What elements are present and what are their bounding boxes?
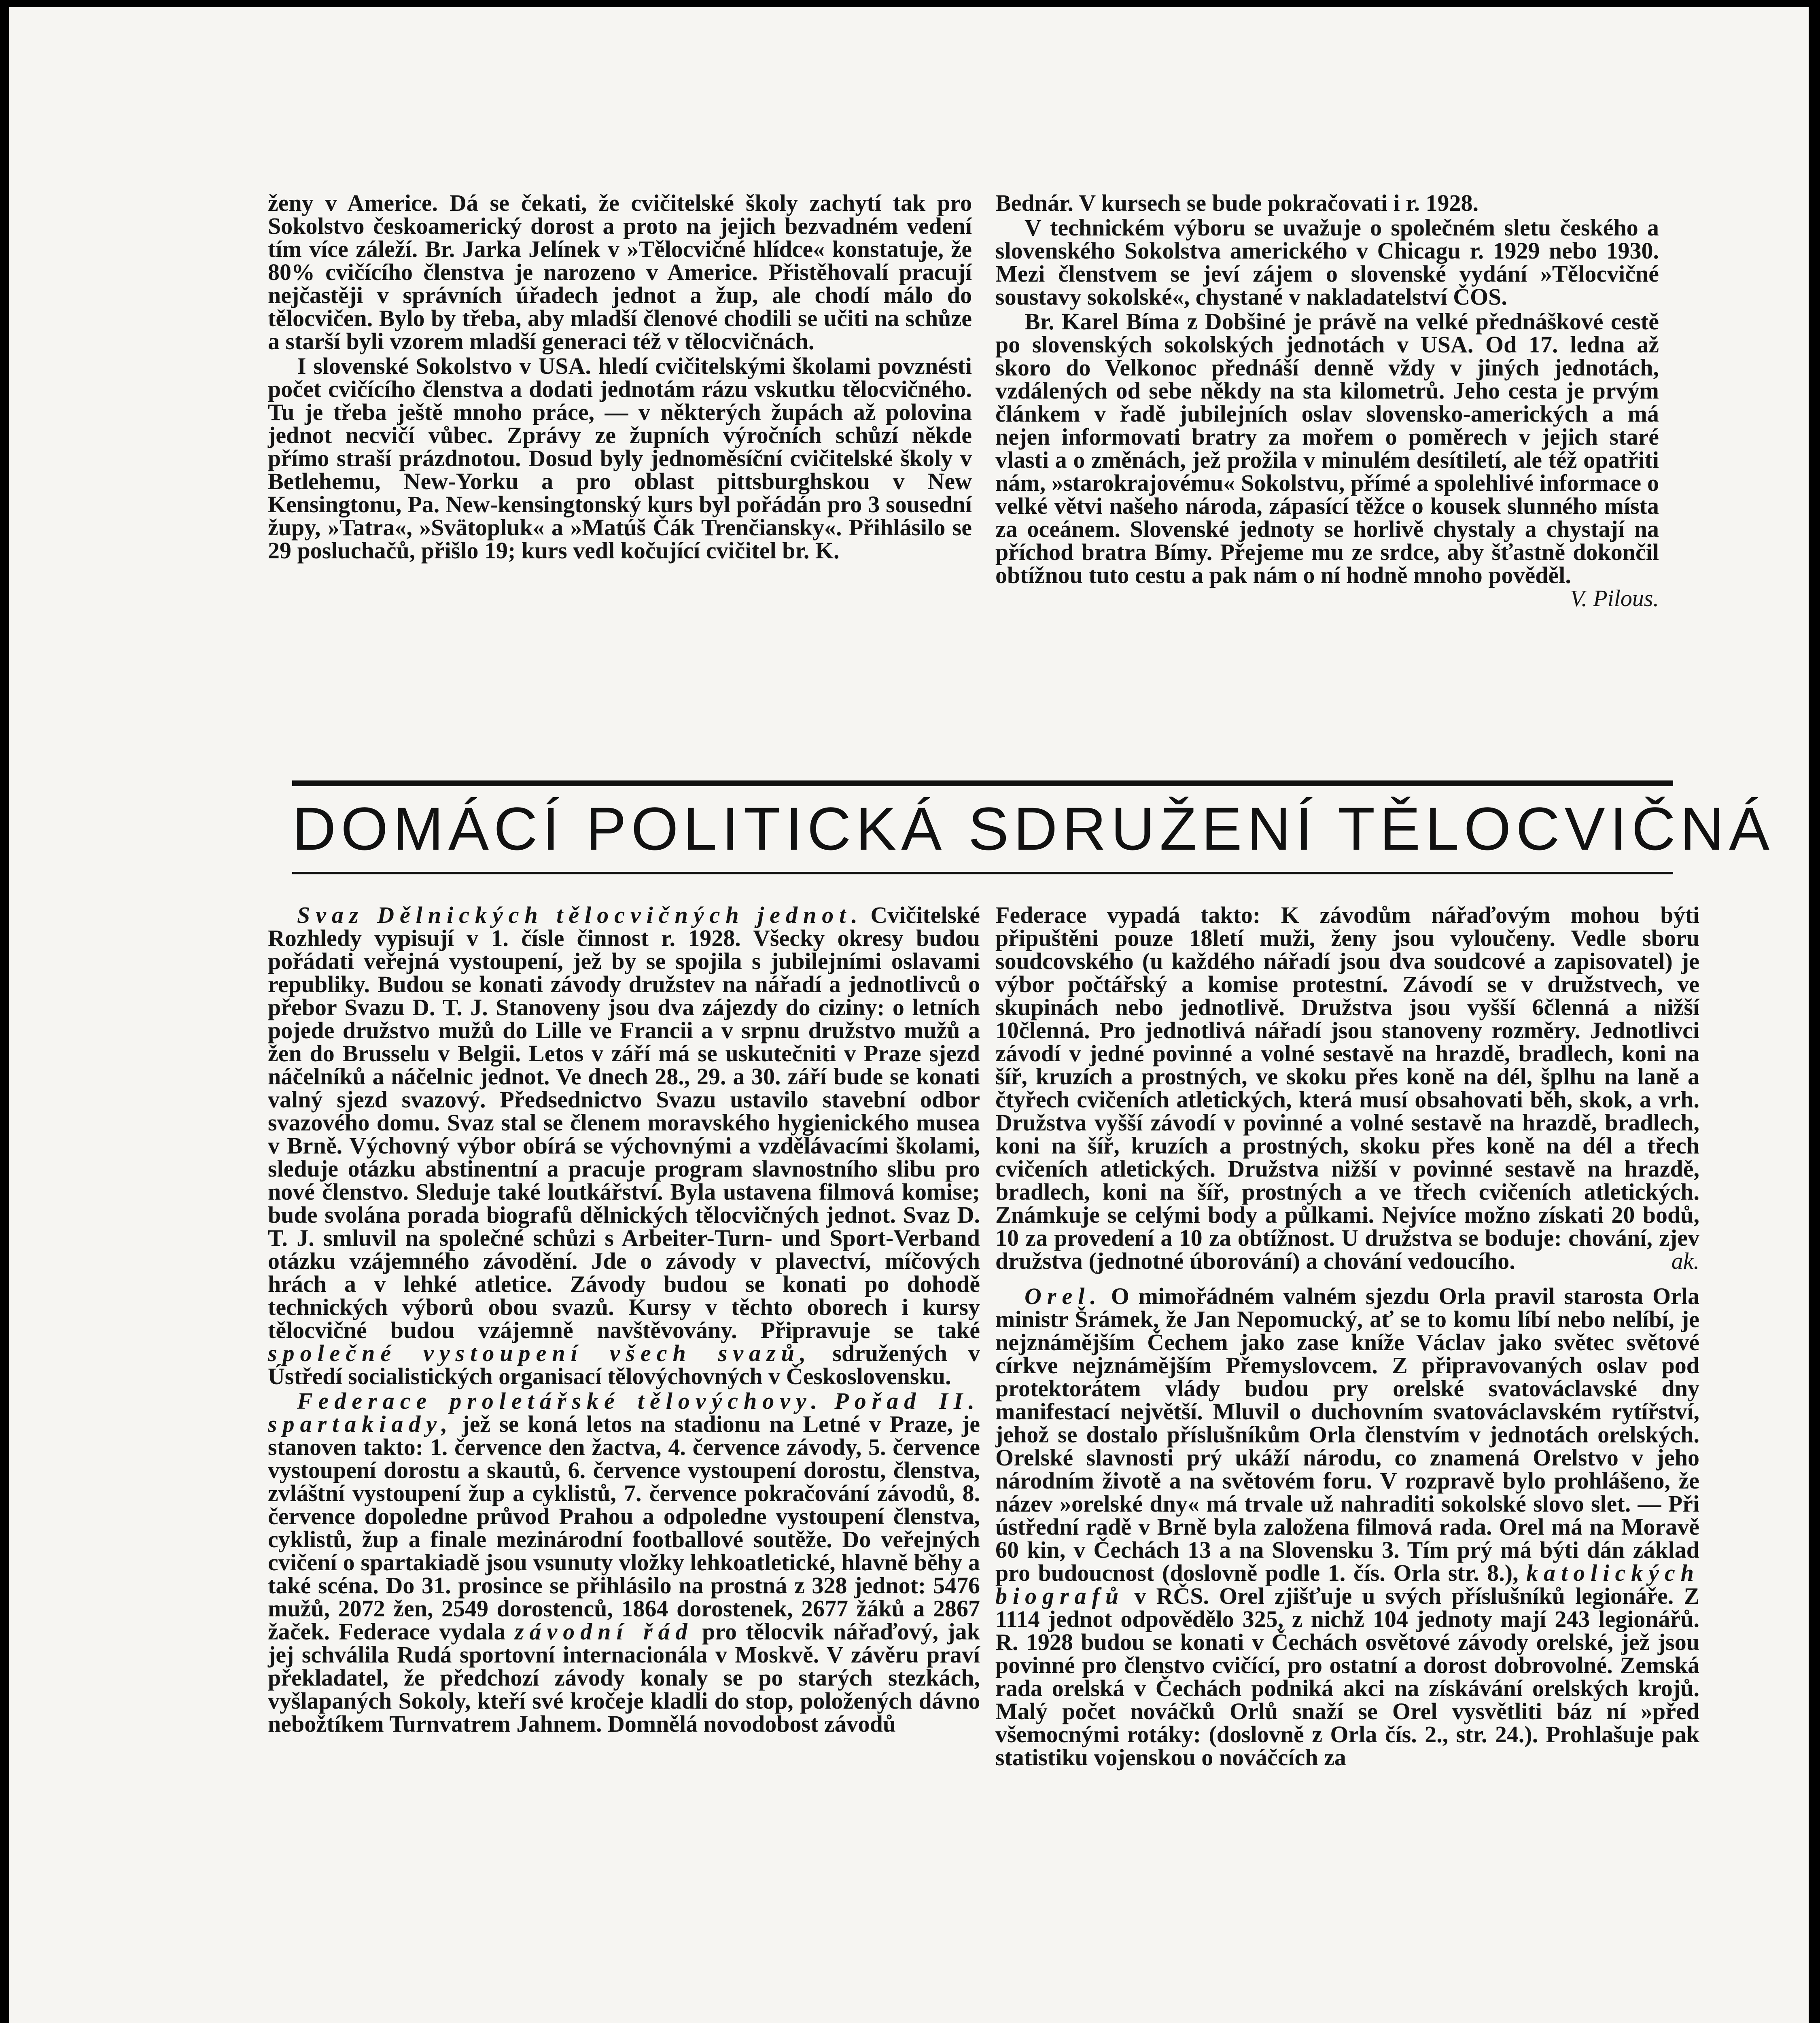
paragraph-text: jež se koná letos na stadionu na Letné v Praze, je stanoven takto: 1. července den žactva, 4. července závody, 5. července vystoupení dorostu a skautů, 6. července vystoupení dorostu, členstva, zvláštní vystoupení žup a cyklistů, 7. července pokračování závodů, 8. července dopoledne průvod Prahou a odpoledne vystoupení členstva, cyklistů, žup a finale mezinárodní footballové soutěže. Do veřejných cvičení o spartakiadě jsou vsunuty vložky lehkoatletické, hlavně běhy a také scéna. Do 31. prosince se přihlásilo na prostná z 328 jednot: 5476 mužů, 2072 žen, 2549 dorostenců, 1864 dorostenek, 2677 žáků a 2867 žaček. Federace vydala (268, 1411, 980, 1645)
paragraph (995, 903, 1699, 1272)
heading-rule-top (292, 780, 1673, 786)
paragraph-text: Br. Karel Bíma z Dobšiné je právě na velké přednáškové cestě po slovenských sokolských jednotách v USA. Od 17. ledna až skoro do Velkonoc přednáší denně vždy v jiných jednotách, vzdálených od sebe někdy na sta kilometrů. Jeho cesta je prvým článkem v řadě jubilejních oslav slovensko-amerických a má nejen informovati bratry za mořem o poměrech v jejich staré vlasti a o změnách, jež prožila v minulém desítiletí, ale též opatřiti nám, »starokrajovému« Sokolstvu, přímé a spolehlivé informace o velké větvi našeho národa, zápasící těžce o kousek slunného místa za oceánem. Slovenské jednoty se horlivě chystaly a chystají na příchod bratra Bímy. Přejeme mu ze srdce, aby šťastně dokončil obtížnou tuto cestu a pak nám o ní hodně mnoho pověděl. (995, 308, 1659, 588)
section-heading: DOMÁCÍ POLITICKÁ SDRUŽENÍ TĚLOCVIČNÁ (292, 795, 1775, 863)
paragraph: V technickém výboru se uvažuje o společném sletu českého a slovenského Sokolstva amerického v Chicagu r. 1929 nebo 1930. Mezi členstvem se jeví zájem o slovenské vydání »Tělocvičné soustavy sokolské«, chystané v nakladatelství ČOS. (995, 214, 1659, 310)
section-title: Federace proletářské tělovýchovy. (297, 1388, 823, 1414)
paragraph: Bednár. V kursech se bude pokračovati i r. 1928. (995, 190, 1479, 216)
paragraph-text: pro tělocvik nářaďový, jak jej schválila Rudá sportovní internacionála v Moskvě. V závěru praví překladatel, že předchozí závody konaly se po starých stezkách, vyšlapaných Sokoly, kteří své kročeje kladli do stop, položených dávno nebožtíkem Turnvatrem Jahnem. Domnělá novodobost závodů (268, 1618, 980, 1737)
section-title: Orel. (1025, 1283, 1102, 1309)
paragraph-text: v RČS. Orel zjišťuje u svých příslušníků legionáře. Z 1114 jednot odpovědělo 325, z nichž 104 jednoty mají 243 legionářů. R. 1928 budou se konati v Čechách osvětové závody orelské, jež jsou povinné pro členstvo cvičící, pro ostatní a dorost dobrovolné. Zemská rada orelská v Čechách podniká akci na získávání orelských krojů. Malý počet nováčků Orlů snaží se Orel vysvětliti báz ní »před všemocnými rotáky: (doslovně z Orla čís. 2., str. 24.). Prohlašuje pak statistiku vojenskou o nováčcích za (995, 1583, 1700, 1771)
paragraph-text: Cvičitelské Rozhledy vypisují v 1. čísle činnost r. 1928. Všecky okresy budou pořádati veřejná vystoupení, jež by se spojila s jubilejními oslavami republiky. Budou se konati závody družstev na nářadí a jednotlivců o přebor Svazu D. T. J. Stanoveny jsou dva zájezdy do ciziny: o letních pojede družstvo mužů do Lille ve Francii a v srpnu družstvo mužů a žen do Brusselu v Belgii. Letos v září má se uskutečniti v Praze sjezd náčelníků a náčelnic jednot. Ve dnech 28., 29. a 30. září bude se konati valný sjezd svazový. Předsednictvo Svazu ustavilo stavební odbor svazového domu. Svaz stal se členem moravského hygienického musea v Brně. Výchovný výbor obírá se výchovnými a vzdělávacími školami, sleduje otázku abstinentní a pracuje program slavnostního slibu pro nové členstvo. Sleduje také loutkářství. Byla ustavena filmová komise; bude svolána porada biografů dělnických tělocvičných jednot. Svaz D. T. J. smluvil na společné schůzi s Arbeiter-Turn- und Sport-Verband otázku vzájemného závodění. Jde o závody v plavectví, míčových hrách a v lehké atletice. Závody budou se konati po dohodě technických výborů obou svazů. Kursy v těchto oborech i kursy tělocvičné budou vzájemně navštěvovány. Připravuje se také (268, 902, 980, 1343)
emphasis: společné vystoupení všech svazů, (268, 1340, 812, 1366)
emphasis: katolických biografů (995, 1560, 1700, 1609)
article-column-bottom-right (995, 903, 1699, 1769)
paragraph-text: sdružených v Ústředí socialistických organisací tělovýchovných v Československu. (268, 1340, 980, 1389)
section-title: Svaz Dělnických tělocvičných jednot. (297, 902, 863, 928)
author-signature: V. Pilous. (1570, 585, 1659, 611)
paragraph-svaz-dtj (268, 903, 980, 1388)
document-page (9, 7, 1809, 2023)
paragraph (995, 308, 1659, 611)
author-signature: ak. (1671, 1248, 1699, 1274)
emphasis: Pořad II. spartakiady, (268, 1388, 980, 1437)
paragraph-text: O mimořádném valném sjezdu Orla pravil starosta Orla ministr Šrámek, že Jan Nepomucký, ať se to komu líbí nebo nelíbí, je nejznámějším Čechem jako zase kníže Václav jako světec světové církve nejznámějším Přemyslovcem. Z připravovaných oslav pod protektorátem vlády budou pry orelské svatováclavské dny manifestací největší. Mluvil o duchovním svatováclavském rytířství, jehož se dostalo příslušníkům Orla členstvím v jednotách orelských. Orelské slavnosti prý ukáží národu, co znamená Orelstvo v jeho národním životě a na světovém foru. V rozpravě bylo prohlášeno, že název »orelské dny« má trvale už nahraditi sokolské slovo slet. — Při ústřední radě v Brně byla založena filmová rada. Orel má na Moravě 60 kin, v Čechách 13 a na Slovensku 3. Tím prý má býti dán základ pro budoucnost (doslovně podle 1. čís. Orla str. 8.), (995, 1283, 1700, 1586)
paragraph: ženy v Americe. Dá se čekati, že cvičitelské školy zachytí tak pro Sokolstvo českoamerický dorost a proto na jejich bezvadném vedení tím více záleží. Br. Jarka Jelínek v »Tělocvičné hlídce« konstatuje, že 80% cvičícího členstva je narozeno v Americe. Přistěhovalí pracují nejčastěji v správních úřadech jednot a žup, ale chodí málo do tělocvičen. Bylo by třeba, aby mladší členové chodili se učiti na schůze a starší byli vzorem mladší generaci též v tělocvičnách. (268, 190, 972, 354)
article-column-top-right (995, 191, 1659, 610)
article-column-top-left (268, 191, 972, 562)
emphasis: závodní řád (514, 1618, 693, 1645)
paragraph-text: Federace vypadá takto: K závodům nářaďovým mohou býti připuštěni pouze 18letí muži, ženy jsou vyloučeny. Vedle sboru soudcovského (u každého nářadí jsou dva soudcové a zapisovatel) je výbor počtářský a komise protestní. Závodí se v družstvech, ve skupinách nebo jednotlivě. Družstva jsou vyšší 6členná a nižší 10členná. Pro jednotlivá nářadí jsou stanoveny rozměry. Jednotlivci závodí v jedné povinné a volné sestavě na hrazdě, bradlech, koni na šíř, kruzích a prostných, ve skoku přes koně na dél, šplhu na laně a čtyřech cvičeních atletických, která musí obsahovati běh, skok, a vrh. Družstva vyšší závodí v povinné a volné sestavě na hrazdě, bradlech, koni na šíř, kruzích a prostných, skoku přes koně na dél a třech cvičeních atletických. Družstva nižší v povinné sestavě na hrazdě, bradlech, koni na šíř, prostných a ve třech cvičeních atletických. Známkuje se celými body a půlkami. Nejvíce možno získati 20 bodů, 10 za provedení a 10 za obtížnost. U družstva se boduje: chování, zjev družstva (jednotné úborování) a chování vedoucího. (995, 902, 1699, 1274)
article-column-bottom-left (268, 903, 980, 1735)
heading-rule-bottom (292, 872, 1673, 874)
paragraph: I slovenské Sokolstvo v USA. hledí cvičitelskými školami povznésti počet cvičícího členstva a dodati jednotám rázu vskutku tělocvičného. Tu je třeba ještě mnoho práce, — v některých župách až polovina jednot necvičí vůbec. Zprávy ze župních výročních schůzí někde přímo straší prázdnotou. Dosud byly jednoměsíční cvičitelské školy v Betlehemu, New-Yorku a pro oblast pittsburghskou v New Kensingtonu, Pa. New-kensingtonský kurs byl pořádán pro 3 sousední župy, »Tatra«, »Svätopluk« a »Matúš Čák Trenčiansky«. Přihlásilo se 29 posluchačů, přišlo 19; kurs vedl kočující cvičitel br. K. (268, 353, 972, 564)
paragraph-federace (268, 1389, 980, 1735)
paragraph-orel (995, 1285, 1699, 1769)
